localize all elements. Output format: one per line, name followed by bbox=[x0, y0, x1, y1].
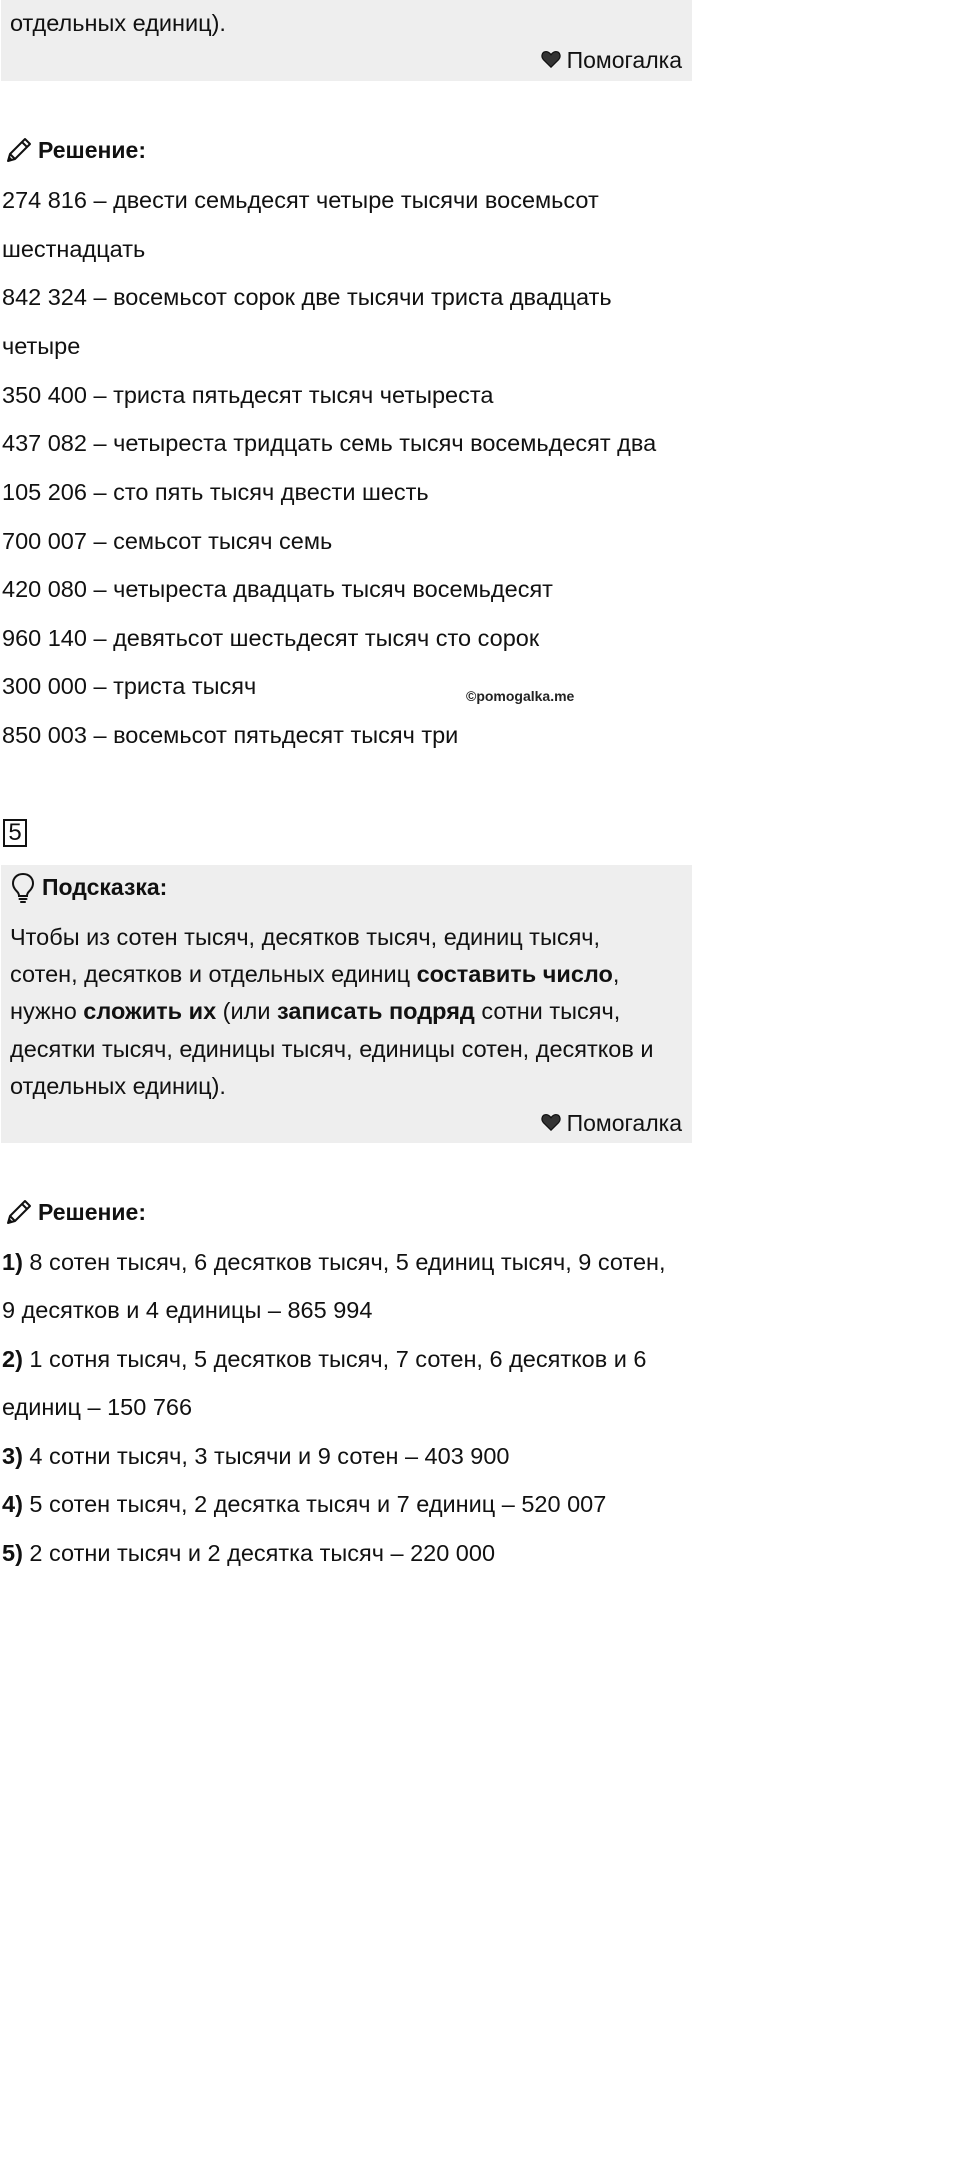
solution-item-4 bbox=[2, 1489, 606, 1519]
solution-item-1-cont: 9 десятков и 4 единицы – 865 994 bbox=[2, 1297, 373, 1323]
item-number: 2) bbox=[2, 1346, 23, 1372]
heart-icon bbox=[541, 45, 561, 75]
hint-text: нужно bbox=[10, 998, 84, 1024]
top-hint-last-line: отдельных единиц). bbox=[10, 10, 226, 36]
solution-line: 700 007 – семьсот тысяч семь bbox=[2, 528, 333, 554]
heart-icon bbox=[541, 1108, 561, 1138]
solution-line: 420 080 – четыреста двадцать тысяч восемьдесят bbox=[2, 576, 553, 602]
item-text: 5 сотен тысяч, 2 десятка тысяч и 7 единиц – 520 007 bbox=[22, 1491, 607, 1517]
item-text: 1 сотня тысяч, 5 десятков тысяч, 7 сотен, 6 десятков и 6 bbox=[22, 1346, 647, 1372]
solution-item-1 bbox=[2, 1247, 666, 1277]
hint-line-1: Чтобы из сотен тысяч, десятков тысяч, единиц тысяч, bbox=[10, 924, 601, 950]
watermark: ©pomogalka.me bbox=[466, 688, 575, 704]
pencil-icon bbox=[4, 135, 34, 165]
solution-line: 274 816 – двести семьдесят четыре тысячи восемьсот bbox=[2, 187, 599, 213]
solution-heading bbox=[4, 135, 146, 165]
item-text: 2 сотни тысяч и 2 десятка тысяч – 220 000 bbox=[22, 1540, 496, 1566]
credit-label: Помогалка bbox=[566, 47, 682, 73]
solution-line: 842 324 – восемьсот сорок две тысячи триста двадцать bbox=[2, 284, 612, 310]
hint-heading bbox=[8, 871, 167, 903]
solution-line: 105 206 – сто пять тысяч двести шесть bbox=[2, 479, 429, 505]
solution-heading-label: Решение: bbox=[38, 1198, 147, 1225]
solution-line: 437 082 – четыреста тридцать семь тысяч восемьдесят два bbox=[2, 430, 657, 456]
solution-line: 350 400 – триста пятьдесят тысяч четыреста bbox=[2, 382, 494, 408]
hint-emphasis: составить число bbox=[416, 961, 613, 987]
hint-text: сотен, десятков и отдельных единиц bbox=[10, 961, 417, 987]
hint-emphasis: сложить их bbox=[83, 998, 217, 1024]
hint-line-4: десятки тысяч, единицы тысяч, единицы сотен, десятков и bbox=[10, 1036, 654, 1062]
item-number: 3) bbox=[2, 1443, 23, 1469]
solution-heading-label: Решение: bbox=[38, 136, 147, 163]
solution-item-2-cont: единиц – 150 766 bbox=[2, 1394, 193, 1420]
solution-item-2 bbox=[2, 1344, 646, 1374]
solution-line: четыре bbox=[2, 333, 81, 359]
hint-line-5: отдельных единиц). bbox=[10, 1073, 226, 1099]
item-number: 4) bbox=[2, 1491, 23, 1517]
credit-label: Помогалка bbox=[566, 1110, 682, 1136]
pencil-icon bbox=[4, 1197, 34, 1227]
task-number-badge: 5 bbox=[3, 819, 27, 847]
hint-text: сотни тысяч, bbox=[474, 998, 621, 1024]
item-text: 8 сотен тысяч, 6 десятков тысяч, 5 единиц тысяч, 9 сотен, bbox=[22, 1249, 666, 1275]
solution-line: шестнадцать bbox=[2, 236, 146, 262]
hint-line-3 bbox=[10, 996, 620, 1026]
hint-text: (или bbox=[216, 998, 277, 1024]
hint-heading-label: Подсказка: bbox=[42, 873, 168, 900]
solution-item-3 bbox=[2, 1441, 510, 1471]
solution-line: 960 140 – девятьсот шестьдесят тысяч сто сорок bbox=[2, 625, 540, 651]
hint-text: , bbox=[612, 961, 620, 987]
hint-credit[interactable] bbox=[541, 1108, 682, 1138]
solution-heading bbox=[4, 1197, 146, 1227]
hint-emphasis: записать подряд bbox=[277, 998, 475, 1024]
solution-line: 300 000 – триста тысяч bbox=[2, 673, 257, 699]
lightbulb-icon bbox=[8, 871, 38, 903]
solution-item-5 bbox=[2, 1538, 495, 1568]
item-number: 5) bbox=[2, 1540, 23, 1566]
solution-line: 850 003 – восемьсот пятьдесят тысяч три bbox=[2, 722, 459, 748]
item-number: 1) bbox=[2, 1249, 23, 1275]
top-hint-credit[interactable] bbox=[541, 45, 682, 75]
item-text: 4 сотни тысяч, 3 тысячи и 9 сотен – 403 900 bbox=[22, 1443, 510, 1469]
hint-line-2 bbox=[10, 959, 619, 989]
